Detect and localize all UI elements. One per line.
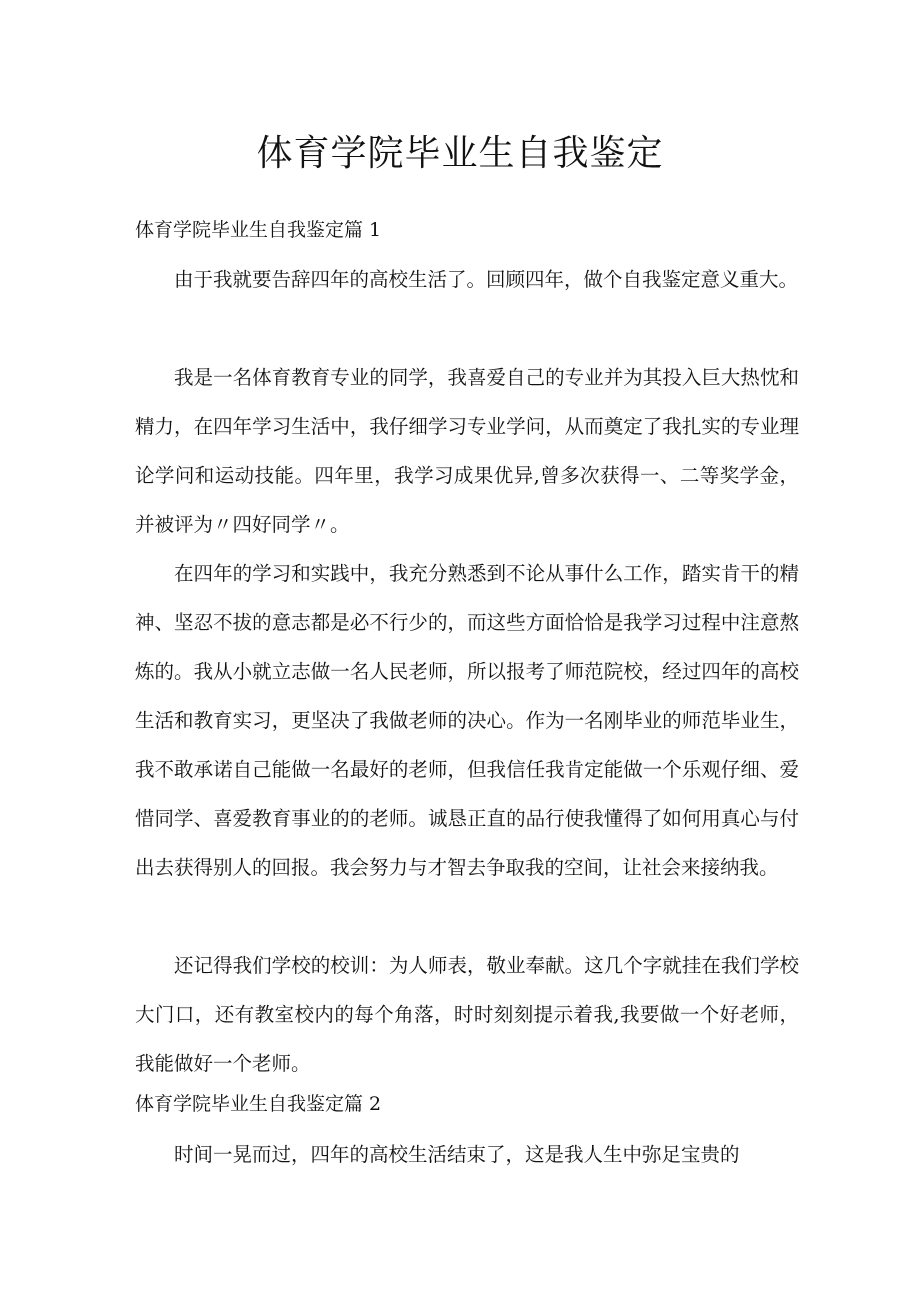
paragraph-2-1: 时间一晃而过，四年的高校生活结束了，这是我人生中弥足宝贵的 bbox=[174, 1143, 740, 1166]
section-heading-2: 体育学院毕业生自我鉴定篇 2 bbox=[135, 1093, 382, 1115]
paragraph-1-2: 我是一名体育教育专业的同学，我喜爱自己的专业并为其投入巨大热忱和精力，在四年学习生活中，我仔细学习专业学问，从而奠定了我扎实的专业理论学问和运动技能。四年里，我学习成果优异,曾多次获得一、二等奖学金，并被评为〃四好同学〃。 bbox=[135, 366, 799, 536]
paragraph-1-1: 由于我就要告辞四年的高校生活了。回顾四年，做个自我鉴定意义重大。 bbox=[174, 268, 799, 291]
document-title: 体育学院毕业生自我鉴定 bbox=[256, 133, 664, 174]
section-heading-1: 体育学院毕业生自我鉴定篇 1 bbox=[135, 219, 382, 241]
paragraph-1-4: 还记得我们学校的校训：为人师表，敬业奉献。这几个字就挂在我们学校大门口，还有教室校内的每个角落，时时刻刻提示着我,我要做一个好老师，我能做好一个老师。 bbox=[135, 954, 799, 1075]
paragraph-1-3: 在四年的学习和实践中，我充分熟悉到不论从事什么工作，踏实肯干的精神、坚忍不拔的意志都是必不行少的，而这些方面恰恰是我学习过程中注意熬炼的。我从小就立志做一名人民老师，所以报考了师范院校，经过四年的高校生活和教育实习，更坚决了我做老师的决心。作为一名刚毕业的师范毕业生，我不敢承诺自己能做一名最好的老师，但我信任我肯定能做一个乐观仔细、爱惜同学、喜爱教育事业的的老师。诚恳正直的品行使我懂得了如何用真心与付出去获得别人的回报。我会努力与才智去争取我的空间，让社会来接纳我。 bbox=[135, 562, 799, 879]
